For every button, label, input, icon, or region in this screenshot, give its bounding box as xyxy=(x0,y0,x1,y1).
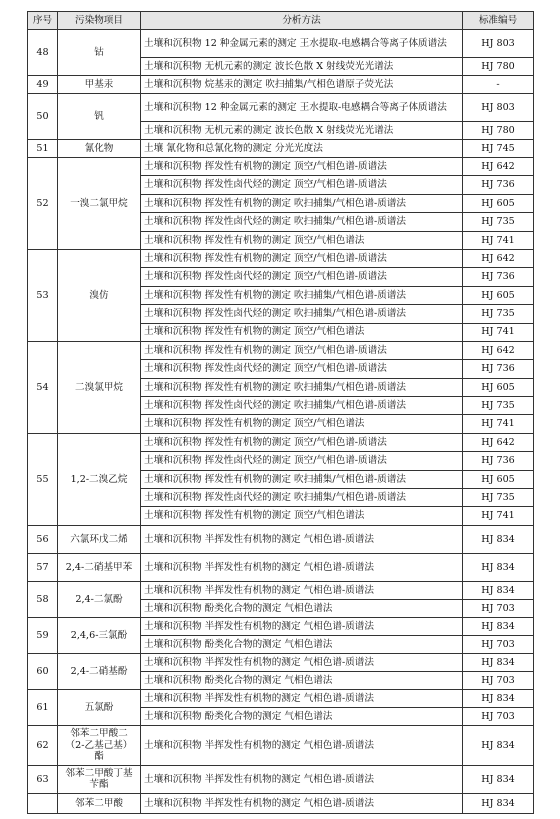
cell-method: 土壤和沉积物 挥发性有机物的测定 吹扫捕集/气相色谱-质谱法 xyxy=(141,378,463,396)
table-body xyxy=(28,30,534,814)
cell-method: 土壤和沉积物 半挥发性有机物的测定 气相色谱-质谱法 xyxy=(141,689,463,707)
cell-pollutant: 二溴氯甲烷 xyxy=(58,341,141,433)
cell-standard: HJ 735 xyxy=(463,213,534,231)
cell-standard: HJ 780 xyxy=(463,122,534,140)
cell-no: 60 xyxy=(28,653,58,689)
cell-standard: HJ 736 xyxy=(463,176,534,194)
cell-pollutant: 一溴二氯甲烷 xyxy=(58,158,141,250)
analysis-method-table xyxy=(27,11,534,814)
cell-method: 土壤和沉积物 挥发性卤代烃的测定 吹扫捕集/气相色谱-质谱法 xyxy=(141,213,463,231)
cell-standard: HJ 741 xyxy=(463,231,534,249)
cell-method: 土壤和沉积物 挥发性卤代烃的测定 顶空/气相色谱-质谱法 xyxy=(141,360,463,378)
cell-method: 土壤和沉积物 无机元素的测定 波长色散 X 射线荧光光谱法 xyxy=(141,122,463,140)
table-row xyxy=(28,76,534,94)
cell-method: 土壤和沉积物 挥发性有机物的测定 顶空/气相色谱法 xyxy=(141,323,463,341)
cell-method: 土壤和沉积物 挥发性有机物的测定 顶空/气相色谱法 xyxy=(141,231,463,249)
cell-standard: HJ 736 xyxy=(463,452,534,470)
cell-pollutant: 五氯酚 xyxy=(58,689,141,725)
cell-standard: HJ 834 xyxy=(463,581,534,599)
cell-standard: HJ 642 xyxy=(463,249,534,267)
table-row xyxy=(28,341,534,359)
cell-no xyxy=(28,793,58,813)
cell-standard: HJ 605 xyxy=(463,470,534,488)
cell-no: 55 xyxy=(28,433,58,525)
table-row xyxy=(28,765,534,793)
table-row xyxy=(28,30,534,58)
cell-method: 土壤和沉积物 酚类化合物的测定 气相色谱法 xyxy=(141,671,463,689)
cell-method: 土壤和沉积物 挥发性有机物的测定 顶空/气相色谱法 xyxy=(141,507,463,525)
cell-standard: HJ 780 xyxy=(463,58,534,76)
cell-standard: HJ 834 xyxy=(463,793,534,813)
header-standard: 标准编号 xyxy=(463,12,534,30)
cell-method: 土壤和沉积物 挥发性卤代烃的测定 顶空/气相色谱-质谱法 xyxy=(141,452,463,470)
cell-pollutant: 邻苯二甲酸 xyxy=(58,793,141,813)
cell-standard: HJ 736 xyxy=(463,360,534,378)
cell-standard: HJ 735 xyxy=(463,305,534,323)
cell-no: 61 xyxy=(28,689,58,725)
cell-method: 土壤和沉积物 挥发性卤代烃的测定 顶空/气相色谱-质谱法 xyxy=(141,176,463,194)
header-method: 分析方法 xyxy=(141,12,463,30)
cell-standard: HJ 834 xyxy=(463,725,534,765)
cell-standard: HJ 642 xyxy=(463,158,534,176)
cell-method: 土壤和沉积物 挥发性有机物的测定 吹扫捕集/气相色谱-质谱法 xyxy=(141,470,463,488)
cell-standard: HJ 735 xyxy=(463,397,534,415)
cell-standard: HJ 803 xyxy=(463,94,534,122)
cell-method: 土壤和沉积物 无机元素的测定 波长色散 X 射线荧光光谱法 xyxy=(141,58,463,76)
cell-standard: HJ 834 xyxy=(463,617,534,635)
cell-method: 土壤和沉积物 12 种金属元素的测定 王水提取-电感耦合等离子体质谱法 xyxy=(141,30,463,58)
cell-method: 土壤和沉积物 半挥发性有机物的测定 气相色谱-质谱法 xyxy=(141,581,463,599)
cell-method: 土壤和沉积物 半挥发性有机物的测定 气相色谱-质谱法 xyxy=(141,725,463,765)
cell-method: 土壤和沉积物 挥发性有机物的测定 吹扫捕集/气相色谱-质谱法 xyxy=(141,286,463,304)
cell-method: 土壤和沉积物 挥发性有机物的测定 顶空/气相色谱-质谱法 xyxy=(141,249,463,267)
table-row xyxy=(28,249,534,267)
cell-no: 63 xyxy=(28,765,58,793)
cell-standard: HJ 834 xyxy=(463,525,534,553)
cell-method: 土壤和沉积物 挥发性有机物的测定 顶空/气相色谱法 xyxy=(141,415,463,433)
table-row xyxy=(28,140,534,158)
cell-method: 土壤和沉积物 挥发性有机物的测定 顶空/气相色谱-质谱法 xyxy=(141,158,463,176)
cell-pollutant: 氰化物 xyxy=(58,140,141,158)
method-table-sheet xyxy=(27,11,533,814)
table-row xyxy=(28,158,534,176)
cell-standard: HJ 605 xyxy=(463,378,534,396)
table-row xyxy=(28,581,534,599)
cell-standard: HJ 605 xyxy=(463,194,534,212)
cell-standard: HJ 703 xyxy=(463,707,534,725)
cell-standard: HJ 803 xyxy=(463,30,534,58)
header-no: 序号 xyxy=(28,12,58,30)
cell-method: 土壤和沉积物 挥发性卤代烃的测定 吹扫捕集/气相色谱-质谱法 xyxy=(141,397,463,415)
cell-method: 土壤和沉积物 半挥发性有机物的测定 气相色谱-质谱法 xyxy=(141,525,463,553)
cell-method: 土壤和沉积物 半挥发性有机物的测定 气相色谱-质谱法 xyxy=(141,617,463,635)
cell-pollutant: 邻苯二甲酸丁基苄酯 xyxy=(58,765,141,793)
cell-standard: - xyxy=(463,76,534,94)
cell-standard: HJ 642 xyxy=(463,341,534,359)
cell-standard: HJ 736 xyxy=(463,268,534,286)
cell-method: 土壤和沉积物 挥发性有机物的测定 顶空/气相色谱-质谱法 xyxy=(141,341,463,359)
table-row xyxy=(28,525,534,553)
cell-method: 土壤和沉积物 挥发性卤代烃的测定 吹扫捕集/气相色谱-质谱法 xyxy=(141,489,463,507)
cell-no: 51 xyxy=(28,140,58,158)
cell-standard: HJ 703 xyxy=(463,599,534,617)
cell-standard: HJ 741 xyxy=(463,415,534,433)
cell-standard: HJ 703 xyxy=(463,635,534,653)
cell-pollutant: 六氯环戊二烯 xyxy=(58,525,141,553)
cell-standard: HJ 703 xyxy=(463,671,534,689)
header-pollutant: 污染物项目 xyxy=(58,12,141,30)
cell-method: 土壤和沉积物 半挥发性有机物的测定 气相色谱-质谱法 xyxy=(141,553,463,581)
table-row xyxy=(28,653,534,671)
cell-standard: HJ 834 xyxy=(463,553,534,581)
cell-standard: HJ 735 xyxy=(463,489,534,507)
cell-no: 58 xyxy=(28,581,58,617)
cell-standard: HJ 642 xyxy=(463,433,534,451)
cell-method: 土壤和沉积物 半挥发性有机物的测定 气相色谱-质谱法 xyxy=(141,793,463,813)
cell-method: 土壤和沉积物 半挥发性有机物的测定 气相色谱-质谱法 xyxy=(141,653,463,671)
table-row xyxy=(28,433,534,451)
cell-no: 49 xyxy=(28,76,58,94)
cell-standard: HJ 834 xyxy=(463,765,534,793)
cell-pollutant: 邻苯二甲酸二（2-乙基己基）酯 xyxy=(58,725,141,765)
cell-no: 52 xyxy=(28,158,58,250)
cell-no: 48 xyxy=(28,30,58,76)
cell-standard: HJ 741 xyxy=(463,323,534,341)
table-row xyxy=(28,94,534,122)
cell-pollutant: 2,4-二硝基甲苯 xyxy=(58,553,141,581)
cell-standard: HJ 834 xyxy=(463,689,534,707)
cell-method: 土壤和沉积物 酚类化合物的测定 气相色谱法 xyxy=(141,599,463,617)
cell-method: 土壤和沉积物 挥发性有机物的测定 吹扫捕集/气相色谱-质谱法 xyxy=(141,194,463,212)
cell-method: 土壤和沉积物 半挥发性有机物的测定 气相色谱-质谱法 xyxy=(141,765,463,793)
cell-pollutant: 1,2-二溴乙烷 xyxy=(58,433,141,525)
cell-no: 50 xyxy=(28,94,58,140)
cell-method: 土壤和沉积物 挥发性有机物的测定 顶空/气相色谱-质谱法 xyxy=(141,433,463,451)
cell-no: 62 xyxy=(28,725,58,765)
cell-no: 57 xyxy=(28,553,58,581)
cell-standard: HJ 834 xyxy=(463,653,534,671)
cell-method: 土壤和沉积物 12 种金属元素的测定 王水提取-电感耦合等离子体质谱法 xyxy=(141,94,463,122)
cell-pollutant: 溴仿 xyxy=(58,249,141,341)
cell-pollutant: 钴 xyxy=(58,30,141,76)
table-row xyxy=(28,793,534,813)
table-row xyxy=(28,689,534,707)
cell-method: 土壤 氰化物和总氰化物的测定 分光光度法 xyxy=(141,140,463,158)
cell-pollutant: 2,4-二氯酚 xyxy=(58,581,141,617)
table-row xyxy=(28,725,534,765)
cell-pollutant: 2,4,6-三氯酚 xyxy=(58,617,141,653)
cell-pollutant: 2,4-二硝基酚 xyxy=(58,653,141,689)
cell-method: 土壤和沉积物 酚类化合物的测定 气相色谱法 xyxy=(141,635,463,653)
cell-method: 土壤和沉积物 挥发性卤代烃的测定 吹扫捕集/气相色谱-质谱法 xyxy=(141,305,463,323)
cell-no: 54 xyxy=(28,341,58,433)
table-header-row xyxy=(28,12,534,30)
cell-no: 53 xyxy=(28,249,58,341)
cell-pollutant: 钒 xyxy=(58,94,141,140)
table-row xyxy=(28,617,534,635)
table-row xyxy=(28,553,534,581)
cell-no: 59 xyxy=(28,617,58,653)
cell-standard: HJ 745 xyxy=(463,140,534,158)
cell-no: 56 xyxy=(28,525,58,553)
cell-standard: HJ 605 xyxy=(463,286,534,304)
cell-method: 土壤和沉积物 烷基汞的测定 吹扫捕集/气相色谱原子荧光法 xyxy=(141,76,463,94)
cell-standard: HJ 741 xyxy=(463,507,534,525)
cell-method: 土壤和沉积物 酚类化合物的测定 气相色谱法 xyxy=(141,707,463,725)
cell-method: 土壤和沉积物 挥发性卤代烃的测定 顶空/气相色谱-质谱法 xyxy=(141,268,463,286)
cell-pollutant: 甲基汞 xyxy=(58,76,141,94)
